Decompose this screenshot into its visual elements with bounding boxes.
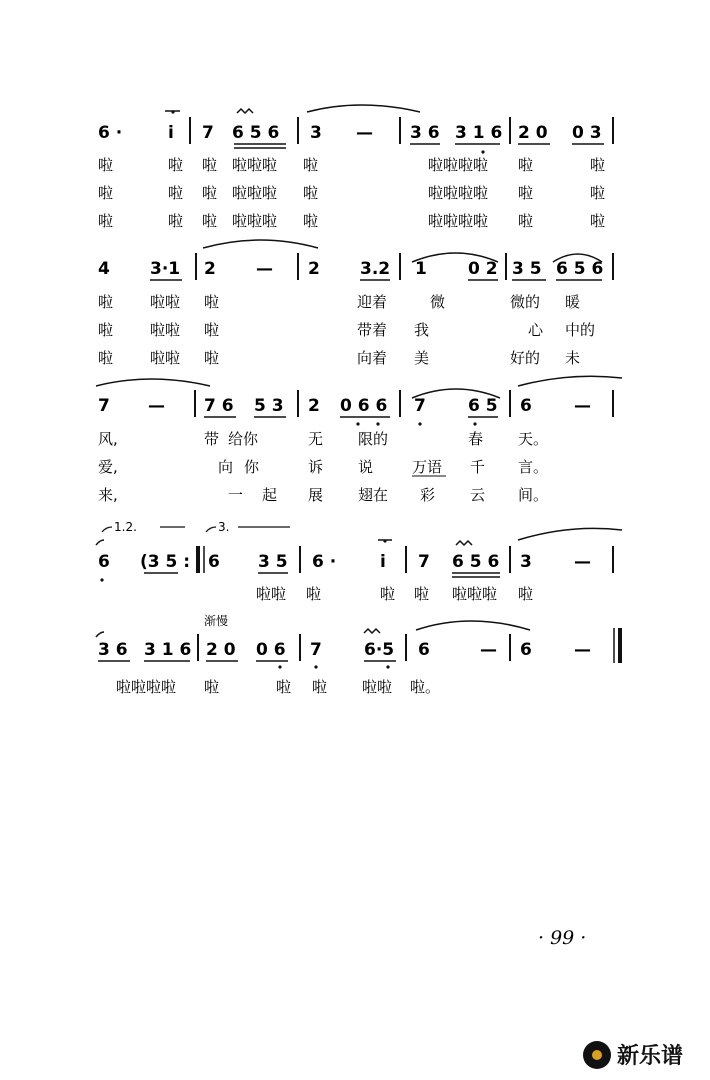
lyric: 天。	[518, 430, 549, 448]
lyric: 我	[414, 321, 430, 339]
dash: —	[148, 396, 165, 416]
lyric: 啦啦	[150, 321, 181, 339]
system-4	[96, 520, 622, 603]
note: i	[380, 552, 386, 572]
tempo-marking: 渐慢	[204, 614, 229, 628]
lyric: 啦	[518, 585, 534, 603]
lyric: 翅在	[358, 486, 389, 504]
lyric: 啦啦啦	[452, 585, 498, 603]
lyric: 限的	[358, 430, 389, 448]
note: 2	[204, 259, 216, 279]
record-icon	[583, 1041, 611, 1069]
lyric: 说	[358, 458, 374, 476]
note: 2	[308, 396, 320, 416]
note: 6	[520, 640, 532, 660]
lyric: 云	[470, 486, 486, 504]
lyric: 间。	[518, 486, 549, 504]
note: 6	[98, 552, 110, 572]
lyric: 向	[218, 458, 234, 476]
note: 6 5 6	[452, 552, 500, 572]
lyric: 啦啦啦啦	[116, 678, 177, 696]
lyric: 诉	[308, 458, 324, 476]
lyric: 展	[308, 486, 324, 504]
low-dot	[481, 150, 484, 153]
lyric: 春	[468, 430, 484, 448]
lyric: 啦啦啦	[232, 184, 278, 202]
lyrics-line	[98, 212, 605, 230]
note: 1	[415, 259, 427, 279]
lyric: 啦啦	[362, 678, 393, 696]
lyric: 啦啦啦啦	[428, 184, 489, 202]
lyric: 啦啦	[150, 349, 181, 367]
lyric: 千	[470, 458, 486, 476]
lyrics-line	[98, 156, 605, 174]
note: 4	[98, 259, 110, 279]
lyric: 啦	[204, 321, 220, 339]
lyric: 起	[262, 486, 278, 504]
lyric: 啦	[590, 156, 606, 174]
lyric: 暖	[565, 293, 581, 311]
lyrics-line	[98, 458, 548, 476]
note: 2	[308, 259, 320, 279]
lyric: 啦啦啦	[232, 212, 278, 230]
ending-1-2-label: 1.2.	[114, 520, 137, 534]
notes	[98, 552, 591, 572]
note: 3 5	[512, 259, 542, 279]
note: 6 5 6	[556, 259, 604, 279]
note: 5 3	[254, 396, 284, 416]
lyric: 啦	[204, 293, 220, 311]
dash: —	[574, 552, 591, 572]
page-number: · 99 ·	[538, 927, 587, 949]
note: 6	[418, 640, 430, 660]
lyric: 带着	[357, 321, 388, 339]
system-1	[98, 105, 613, 230]
lyric: 啦	[380, 585, 396, 603]
lyric: 一	[228, 486, 244, 504]
lyric: 啦	[168, 156, 184, 174]
lyric: 心	[528, 321, 544, 339]
lyric: 你	[244, 458, 260, 476]
lyric: 啦	[518, 184, 534, 202]
dash: —	[574, 396, 591, 416]
lyrics-line	[98, 486, 548, 504]
lyrics-line	[98, 184, 605, 202]
lyric: 未	[565, 349, 581, 367]
lyric: 啦	[98, 293, 114, 311]
lyric: 啦。	[410, 678, 441, 696]
note: 7	[418, 552, 430, 572]
lyric: 带	[204, 430, 220, 448]
note: 3	[310, 123, 322, 143]
lyric: 啦	[202, 156, 218, 174]
system-2	[98, 240, 613, 367]
lyric: 啦	[98, 349, 114, 367]
lyric: 啦	[98, 321, 114, 339]
dash: —	[356, 123, 373, 143]
lyric: 向着	[357, 349, 388, 367]
note: 6 ·	[98, 123, 123, 143]
lyric: 啦	[414, 585, 430, 603]
system-3	[96, 376, 622, 504]
lyric: 啦	[303, 212, 319, 230]
note: 7	[310, 640, 322, 660]
note: 6	[208, 552, 220, 572]
lyric: 美	[414, 349, 430, 367]
lyrics-line	[98, 430, 548, 448]
note: (3 5 :	[140, 552, 191, 572]
note: 0 3	[572, 123, 602, 143]
note: 3 1 6	[455, 123, 503, 143]
note: 2 0	[518, 123, 548, 143]
lyric: 中的	[565, 321, 596, 339]
note: 3.2	[360, 259, 391, 279]
note: 7	[414, 396, 426, 416]
lyric: 啦	[204, 678, 220, 696]
lyric: 啦	[202, 184, 218, 202]
lyric: 迎着	[357, 293, 388, 311]
lyric: 啦	[303, 184, 319, 202]
lyric: 无	[308, 430, 324, 448]
lyric: 啦	[518, 156, 534, 174]
lyric: 啦	[98, 184, 114, 202]
note: 0 2	[468, 259, 498, 279]
lyric: 啦	[98, 156, 114, 174]
high-dot	[383, 539, 386, 542]
system-5	[96, 613, 620, 696]
lyric: 啦	[204, 349, 220, 367]
notes	[98, 396, 591, 416]
note: 6	[520, 396, 532, 416]
note: 6 5	[468, 396, 498, 416]
lyric: 言。	[518, 458, 549, 476]
lyric: 啦啦	[150, 293, 181, 311]
ending-3-label: 3.	[218, 520, 230, 534]
lyrics-line	[98, 349, 580, 367]
note: 3 5	[258, 552, 288, 572]
lyric: 给你	[228, 430, 259, 448]
lyric: 好的	[510, 349, 541, 367]
lyric: 啦	[312, 678, 328, 696]
dash: —	[480, 640, 497, 660]
lyric: 啦啦啦	[232, 156, 278, 174]
note: 7	[202, 123, 214, 143]
lyric: 啦	[590, 184, 606, 202]
note: 3 6	[410, 123, 440, 143]
notes	[98, 123, 602, 143]
lyric: 微	[430, 293, 446, 311]
lyric: 啦	[303, 156, 319, 174]
lyric: 微的	[510, 293, 541, 311]
note: 0 6 6	[340, 396, 388, 416]
lyric: 啦	[306, 585, 322, 603]
lyric: 啦啦	[256, 585, 287, 603]
note: 0 6	[256, 640, 286, 660]
notes	[98, 640, 591, 660]
low-dot	[100, 578, 103, 581]
low-dots	[356, 422, 476, 425]
notes	[98, 259, 603, 279]
lyric: 啦	[168, 184, 184, 202]
lyric: 风,	[98, 430, 118, 448]
watermark-text: 新乐谱	[617, 1044, 684, 1069]
lyrics-line	[256, 585, 533, 603]
lyrics-line	[98, 321, 595, 339]
note: i	[168, 123, 174, 143]
note: 6 5 6	[232, 123, 280, 143]
note: 3 1 6	[144, 640, 192, 660]
lyric: 彩	[420, 486, 436, 504]
lyrics-line	[98, 293, 580, 311]
note: 6 ·	[312, 552, 337, 572]
lyric: 啦	[168, 212, 184, 230]
low-dots	[278, 665, 389, 668]
lyric: 啦	[518, 212, 534, 230]
note: 6·5	[364, 640, 395, 660]
lyric: 万语	[412, 458, 443, 476]
note: 3·1	[150, 259, 181, 279]
note: 7 6	[204, 396, 234, 416]
lyric: 来,	[98, 486, 118, 504]
lyric: 啦	[276, 678, 292, 696]
lyric: 啦	[590, 212, 606, 230]
watermark-logo	[583, 1039, 683, 1070]
high-dot	[171, 110, 174, 113]
note: 2 0	[206, 640, 236, 660]
note: 3	[520, 552, 532, 572]
note: 3 6	[98, 640, 128, 660]
lyric: 啦	[98, 212, 114, 230]
lyric: 啦啦啦啦	[428, 212, 489, 230]
lyric: 啦	[202, 212, 218, 230]
note: 7	[98, 396, 110, 416]
dash: —	[574, 640, 591, 660]
lyric: 啦啦啦啦	[428, 156, 489, 174]
dash: —	[256, 259, 273, 279]
lyric: 爱,	[98, 458, 118, 476]
lyrics-line	[116, 678, 440, 696]
